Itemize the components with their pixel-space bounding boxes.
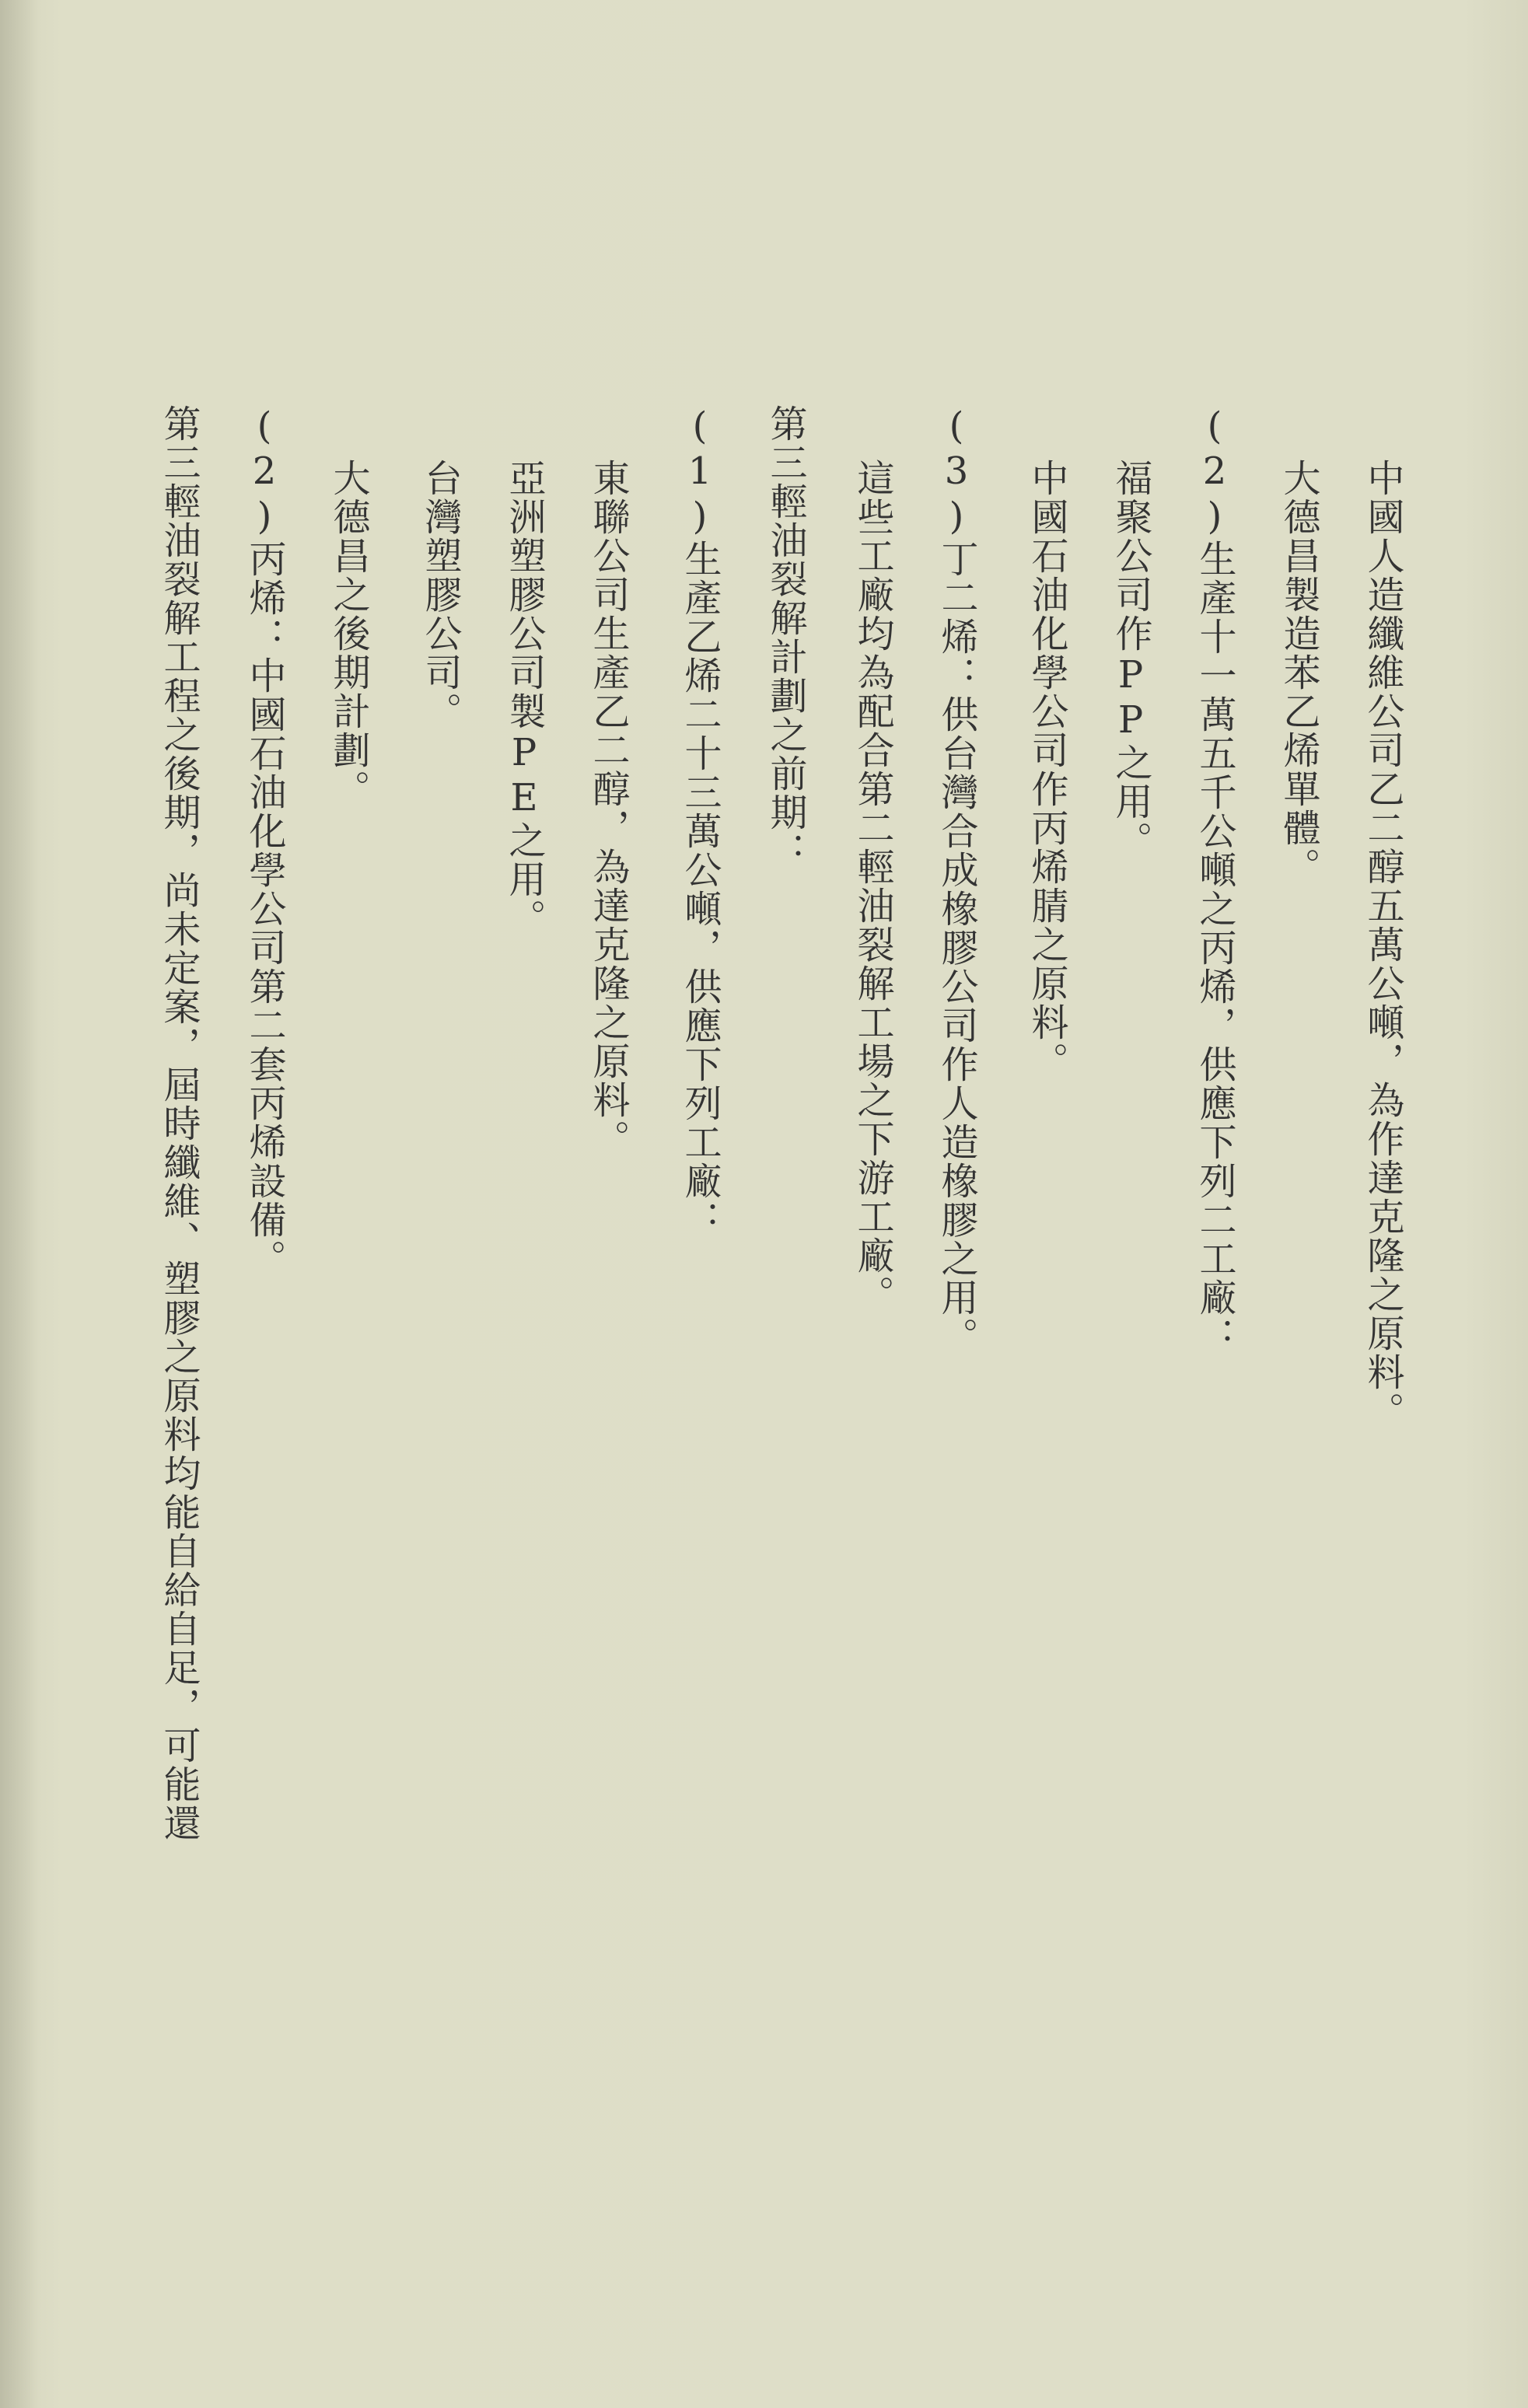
text-column-3: (2)生產十一萬五千公噸之丙烯，供應下列二工廠： (1193, 404, 1236, 1356)
text-column-4: 福聚公司作PP之用。 (1109, 459, 1152, 860)
text-column-9: (1)生產乙烯二十三萬公噸，供應下列工廠： (678, 404, 722, 1239)
text-column-6: (3)丁二烯：供台灣合成橡膠公司作人造橡膠之用。 (935, 404, 978, 1356)
text-column-11: 亞洲塑膠公司製PE之用。 (502, 459, 546, 938)
text-column-2: 大德昌製造苯乙烯單體。 (1277, 459, 1320, 886)
text-column-14: (2)丙烯：中國石油化學公司第二套丙烯設備。 (243, 404, 286, 1278)
text-column-13: 大德昌之後期計劃。 (327, 459, 370, 809)
text-column-8: 第三輕油裂解計劃之前期： (764, 404, 807, 871)
text-column-10: 東聯公司生產乙二醇，為達克隆之原料。 (586, 459, 630, 1159)
binding-shadow (0, 0, 39, 2408)
text-column-7: 這些工廠均為配合第二輕油裂解工場之下游工廠。 (851, 459, 894, 1314)
text-column-5: 中國石油化學公司作丙烯腈之原料。 (1025, 459, 1068, 1081)
text-column-15: 第三輕油裂解工程之後期，尚未定案，屆時纖維、塑膠之原料均能自給自足，可能還 (157, 404, 201, 1843)
text-column-12: 台灣塑膠公司。 (418, 459, 462, 731)
text-column-1: 中國人造纖維公司乙二醇五萬公噸，為作達克隆之原料。 (1361, 459, 1404, 1431)
